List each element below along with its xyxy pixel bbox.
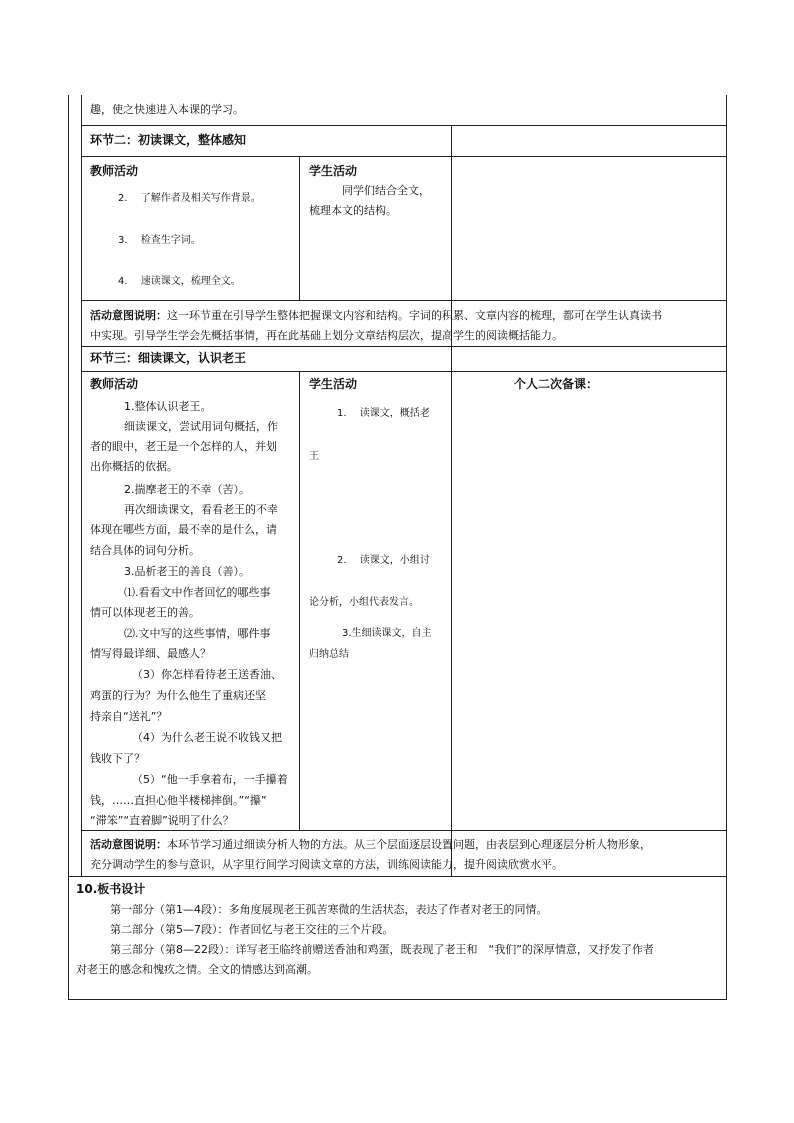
intro-tail-text: 趣，使之快速进入本课的学习。 (90, 103, 244, 116)
section2-teacher-item: 2. 了解作者及相关写作背景。 (118, 193, 261, 204)
section3-intent-line1 (90, 838, 651, 851)
teacher-line: （5）“他一手拿着布，一手攥着 (132, 773, 288, 786)
teacher-line: 情写得最详细、最感人？ (90, 647, 211, 660)
teacher-line: 情可以体现老王的善。 (90, 606, 200, 619)
teacher-line: 结合具体的词句分析。 (90, 544, 200, 557)
col-divider (299, 371, 300, 830)
col-divider (451, 346, 452, 830)
col-divider (451, 125, 452, 300)
inner-border-left (81, 95, 82, 876)
teacher-line: 细读课文，尝试用词句概括，作 (124, 420, 278, 433)
student-line: 论分析，小组代表发言。 (309, 597, 419, 608)
teacher-line: 1.整体认识老王。 (124, 400, 212, 413)
intent-label: 活动意图说明： (90, 309, 167, 322)
col-divider (299, 156, 300, 300)
intent-text: 本环节学习通过细读分析人物的方法。从三个层面逐层设置问题，由表层到心理逐层分析人物形象， (167, 838, 651, 851)
board-line: 对老王的感念和愧疚之情。全文的情感达到高潮。 (76, 963, 318, 976)
section2-teacher-item: 4. 速读课文，梳理全文。 (118, 276, 241, 287)
teacher-line: 体现在哪些方面，最不幸的是什么，请 (90, 523, 277, 536)
teacher-line: ⑵.文中写的这些事情，哪件事 (124, 627, 271, 640)
student-line: 1. 读课文，概括老 (337, 408, 430, 419)
teacher-line: 再次细读课文，看看老王的不幸 (124, 503, 278, 516)
section3-title: 环节三：细读课文，认识老王 (90, 351, 247, 365)
teacher-line: （3）你怎样看待老王送香油、 (132, 668, 282, 681)
teacher-line: 钱收下了？ (90, 752, 145, 765)
section2-intent-line2: 中实现。引导学生学会先概括事情，再在此基础上划分文章结构层次，提高学生的阅读概括能力。 (90, 329, 563, 342)
section2-student-header: 学生活动 (309, 164, 358, 178)
teacher-line: 钱，……直担心他半楼梯摔倒。”“攥” (90, 794, 267, 807)
section2-teacher-item: 3. 检查生字词。 (118, 235, 201, 246)
teacher-line: （4）为什么老王说不收钱又把 (132, 731, 282, 744)
row-divider (81, 346, 727, 347)
student-line: 王 (309, 451, 319, 462)
row-divider (81, 371, 727, 372)
teacher-line: 鸡蛋的行为？为什么他生了重病还坚 (90, 689, 266, 702)
teacher-line: “滞笨”“直着脚”说明了什么？ (90, 814, 234, 827)
teacher-line: ⑴.看看文中作者回忆的哪些事 (124, 586, 271, 599)
table-border-right (726, 95, 727, 1000)
row-divider (81, 830, 727, 831)
teacher-line: 出你概括的依据。 (90, 460, 178, 473)
teacher-line: 3.品析老王的善良（善）。 (124, 565, 250, 578)
table-border-bottom (68, 999, 727, 1000)
student-line: 归纳总结 (309, 649, 349, 660)
board-line: 第三部分（第8—22段）：详写老王临终前赠送香油和鸡蛋，既表现了老王和 “我们”的深厚情意，又抒发了作者 (110, 943, 654, 956)
board-line: 第一部分（第1—4段）：多角度展现老王孤苦寒微的生活状态，表达了作者对老王的同情。 (110, 903, 548, 916)
section2-title: 环节二：初读课文，整体感知 (90, 133, 247, 147)
intent-text: 这一环节重在引导学生整体把握课文内容和结构。字词的积累、文章内容的梳理，都可在学生认真读书 (167, 309, 662, 322)
row-divider (81, 156, 727, 157)
section3-student-header: 学生活动 (309, 377, 358, 391)
student-line: 2. 读课文，小组讨 (337, 555, 430, 566)
section2-student-line: 同学们结合全文， (342, 184, 430, 197)
board-line: 第二部分（第5—7段）：作者回忆与老王交往的三个片段。 (110, 923, 394, 936)
section2-teacher-header: 教师活动 (90, 164, 139, 178)
section2-intent-line1 (90, 309, 662, 322)
section3-intent-line2: 充分调动学生的参与意识，从字里行间学习阅读文章的方法，训练阅读能力，提升阅读欣赏水平。 (90, 858, 563, 871)
intent-label: 活动意图说明： (90, 838, 167, 851)
row-divider (68, 876, 727, 877)
section3-teacher-header: 教师活动 (90, 377, 139, 391)
section2-student-line: 梳理本文的结构。 (309, 204, 397, 217)
section3-personal-header: 个人二次备课： (514, 377, 599, 391)
teacher-line: 者的眼中，老王是一个怎样的人，并划 (90, 440, 277, 453)
table-border-left (68, 95, 69, 1000)
row-divider (81, 125, 727, 126)
student-line: 3.生细读课文，自主 (342, 628, 432, 639)
teacher-line: 2.揣摩老王的不幸（苦）。 (124, 483, 250, 496)
row-divider (81, 300, 727, 301)
teacher-line: 持亲自“送礼”？ (90, 710, 168, 723)
board-title: 10.板书设计 (76, 882, 146, 896)
